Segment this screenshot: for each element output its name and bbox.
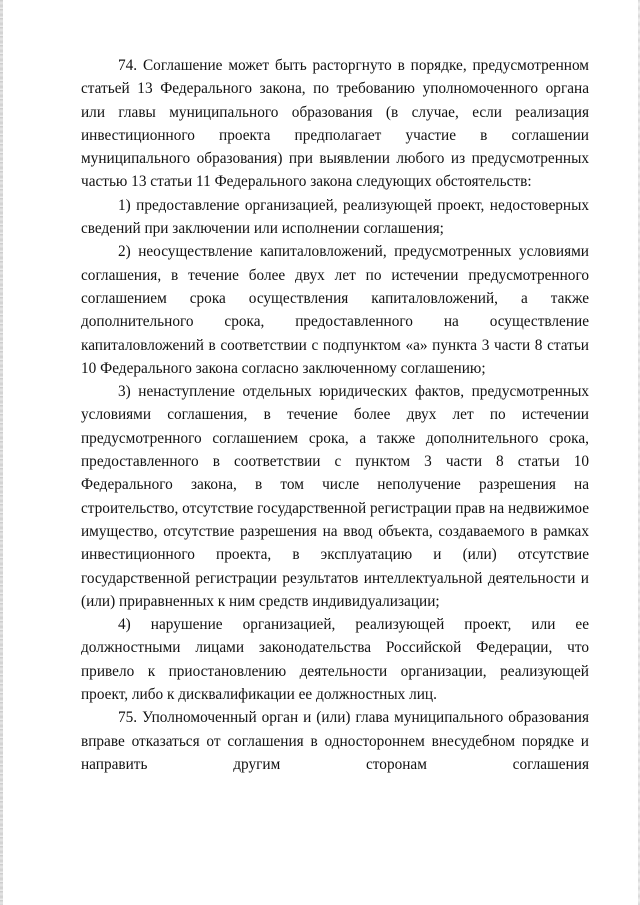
list-item-2: 2) неосуществление капиталовложений, предусмотренных условиями соглашения, в течение более двух лет по истечении предусмотренного соглашением срока осуществления капиталовложений, а также дополнительного срока, предоставленного на осуществление капиталовложений в соответствии с подпунктом «а» пункта 3 части 8 статьи 10 Федерального закона согласно заключенному соглашению; [81, 243, 589, 377]
paragraph-75: 75. Уполномоченный орган и (или) глава муниципального образования вправе отказаться от соглашения в одностороннем внесудебном порядке и направить другим сторонам соглашения [81, 709, 589, 773]
paragraph-74: 74. Соглашение может быть расторгнуто в порядке, предусмотренном статьей 13 Федерального закона, по требованию уполномоченного органа или главы муниципального образования (в случае, если реализация инвестиционного проекта предполагает участие в соглашении муниципального образования) при выявлении любого из предусмотренных частью 13 статьи 11 Федерального закона следующих обстоятельств: [81, 57, 589, 191]
list-item-3: 3) ненаступление отдельных юридических фактов, предусмотренных условиями соглашения, в течение более двух лет по истечении предусмотренного соглашением срока, а также дополнительного срока, предоставленного в соответствии с пунктом 3 части 8 статьи 10 Федерального закона, в том числе неполучение разрешения на строительство, отсутствие государственной регистрации прав на недвижимое имущество, отсутствие разрешения на ввод объекта, создаваемого в рамках инвестиционного проекта, в эксплуатацию и (или) отсутствие государственной регистрации результатов интеллектуальной деятельности и (или) приравненных к ним средств индивидуализации; [81, 383, 589, 610]
scan-left-edge [0, 0, 3, 905]
list-item-4: 4) нарушение организацией, реализующей проект, или ее должностными лицами законодательства Российской Федерации, что привело к приостановлению деятельности организации, реализующей проект, либо к дисквалификации ее должностных лиц. [81, 616, 589, 704]
document-body [81, 54, 589, 776]
list-item-1: 1) предоставление организацией, реализующей проект, недостоверных сведений при заключении или исполнении соглашения; [81, 196, 589, 238]
